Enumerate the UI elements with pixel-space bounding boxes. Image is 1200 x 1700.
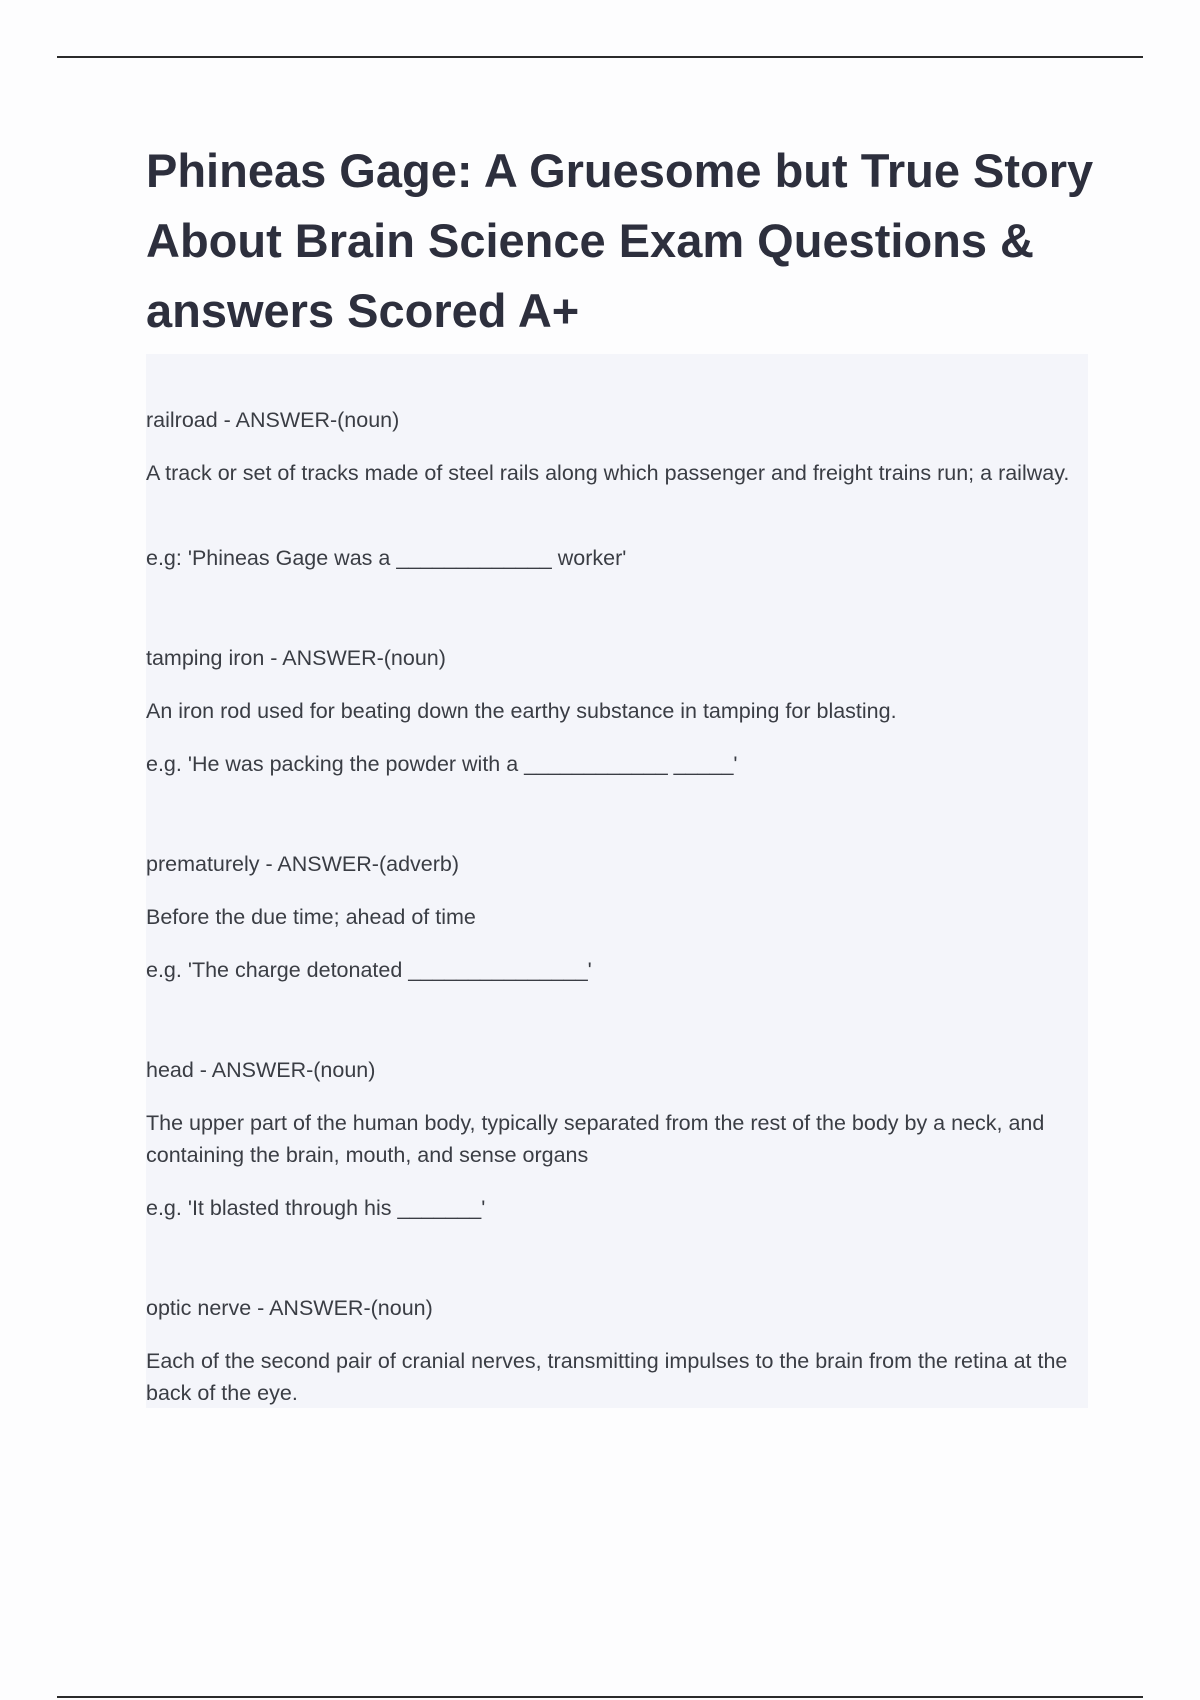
entry-term: head - ANSWER-(noun) bbox=[146, 1058, 376, 1082]
entry-example: e.g. 'The charge detonated _______________' bbox=[146, 958, 592, 982]
entry-definition: Each of the second pair of cranial nerves, transmitting impulses to the brain from the retina at the back of the eye. bbox=[146, 1349, 1068, 1405]
entry-term: prematurely - ANSWER-(adverb) bbox=[146, 852, 460, 876]
entry-term: railroad - ANSWER-(noun) bbox=[146, 408, 400, 432]
entry-definition: A track or set of tracks made of steel rails along which passenger and freight trains run; a railway. bbox=[146, 461, 1070, 485]
page-title: Phineas Gage: A Gruesome but True Story About Brain Science Exam Questions & answers Scored A+ bbox=[146, 144, 1094, 337]
top-rule bbox=[57, 56, 1143, 58]
entry-example: e.g. 'It blasted through his _______' bbox=[146, 1196, 486, 1220]
entry-definition: The upper part of the human body, typically separated from the rest of the body by a neck, and containing the brain, mouth, and sense organs bbox=[146, 1111, 1045, 1167]
entry-definition: Before the due time; ahead of time bbox=[146, 905, 476, 929]
entry-term: optic nerve - ANSWER-(noun) bbox=[146, 1296, 433, 1320]
entry-term: tamping iron - ANSWER-(noun) bbox=[146, 646, 446, 670]
entry-example: e.g. 'He was packing the powder with a ____________ _____' bbox=[146, 752, 738, 776]
qa-panel bbox=[146, 354, 1088, 1408]
entry-definition: An iron rod used for beating down the earthy substance in tamping for blasting. bbox=[146, 699, 897, 723]
bottom-rule bbox=[57, 1696, 1143, 1698]
entry-example: e.g: 'Phineas Gage was a _____________ worker' bbox=[146, 546, 627, 570]
